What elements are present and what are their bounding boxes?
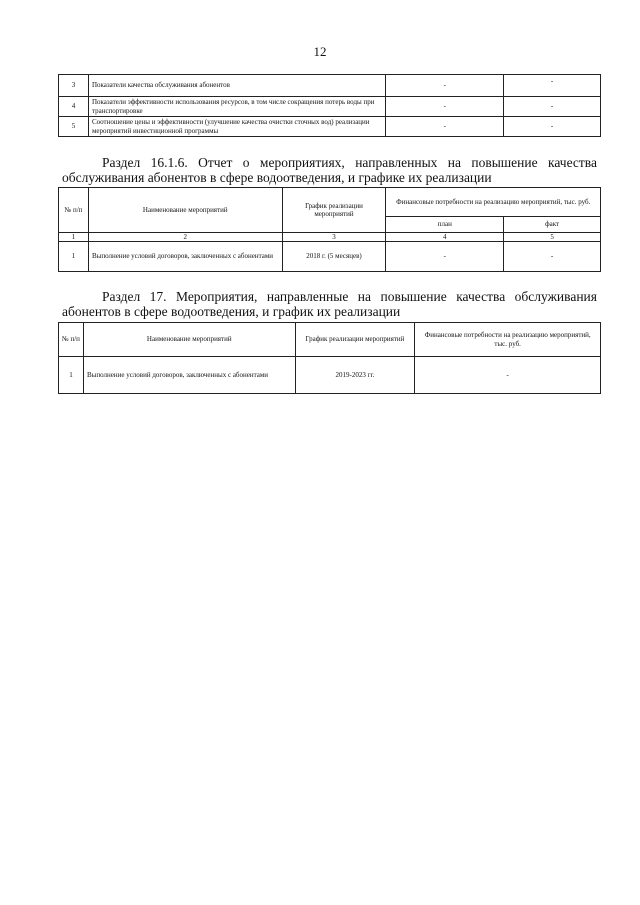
header-name: Наименование мероприятий xyxy=(83,323,295,357)
row-number: 1 xyxy=(59,242,89,272)
plan-value: - xyxy=(386,97,504,117)
plan-value: - xyxy=(386,117,504,137)
header-finance: Финансовые потребности на реализацию мероприятий, тыс. руб. xyxy=(415,323,601,357)
fact-value: - xyxy=(504,242,601,272)
measure-name: Выполнение условий договоров, заключенных с абонентами xyxy=(83,357,295,394)
column-index: 2 xyxy=(88,233,282,242)
indicator-name: Соотношение цены и эффективности (улучшение качества очистки сточных вод) реализации мероприятий инвестиционной программы xyxy=(88,117,385,137)
schedule-value: 2019-2023 гг. xyxy=(295,357,415,394)
table-row xyxy=(59,75,601,97)
finance-value: - xyxy=(415,357,601,394)
row-number: 5 xyxy=(59,117,89,137)
section-17-heading xyxy=(62,290,597,319)
row-number: 4 xyxy=(59,97,89,117)
table-row xyxy=(59,117,601,137)
plan-value: - xyxy=(386,242,504,272)
section-16-1-6-heading xyxy=(62,156,597,185)
table-row xyxy=(59,357,601,394)
fact-value: - xyxy=(504,117,601,137)
plan-value: - xyxy=(386,75,504,97)
indicator-name: Показатели качества обслуживания абонентов xyxy=(88,75,385,97)
row-number: 1 xyxy=(59,357,84,394)
header-schedule: График реализации мероприятий xyxy=(295,323,415,357)
measure-name: Выполнение условий договоров, заключенных с абонентами xyxy=(88,242,282,272)
header-finance: Финансовые потребности на реализацию мероприятий, тыс. руб. xyxy=(386,188,601,217)
header-fact: факт xyxy=(504,217,601,233)
column-index: 1 xyxy=(59,233,89,242)
section-title: Раздел 16.1.6. Отчет о мероприятиях, направленных на повышение качества обслуживания абонентов в сфере водоотведения, и графике их реализации xyxy=(62,155,597,185)
table-row xyxy=(59,242,601,272)
fact-value: - xyxy=(504,97,601,117)
column-index: 5 xyxy=(504,233,601,242)
section-17-table xyxy=(58,322,601,394)
section-16-1-6-table xyxy=(58,187,601,272)
header-name: Наименование мероприятий xyxy=(88,188,282,233)
header-num: № п/п xyxy=(59,323,84,357)
indicator-name: Показатели эффективности использования ресурсов, в том числе сокращения потерь воды при транспортировке xyxy=(88,97,385,117)
header-schedule: График реализации мероприятий xyxy=(282,188,386,233)
column-index: 4 xyxy=(386,233,504,242)
fact-value: - xyxy=(504,75,601,97)
table-row xyxy=(59,97,601,117)
row-number: 3 xyxy=(59,75,89,97)
column-index-row xyxy=(59,233,601,242)
schedule-value: 2018 г. (5 месяцев) xyxy=(282,242,386,272)
header-num: № п/п xyxy=(59,188,89,233)
column-index: 3 xyxy=(282,233,386,242)
page-number: 12 xyxy=(313,44,327,59)
section-title: Раздел 17. Мероприятия, направленные на повышение качества обслуживания абонентов в сфере водоотведения, и график их реализации xyxy=(62,289,597,319)
header-plan: план xyxy=(386,217,504,233)
indicators-table xyxy=(58,74,601,137)
